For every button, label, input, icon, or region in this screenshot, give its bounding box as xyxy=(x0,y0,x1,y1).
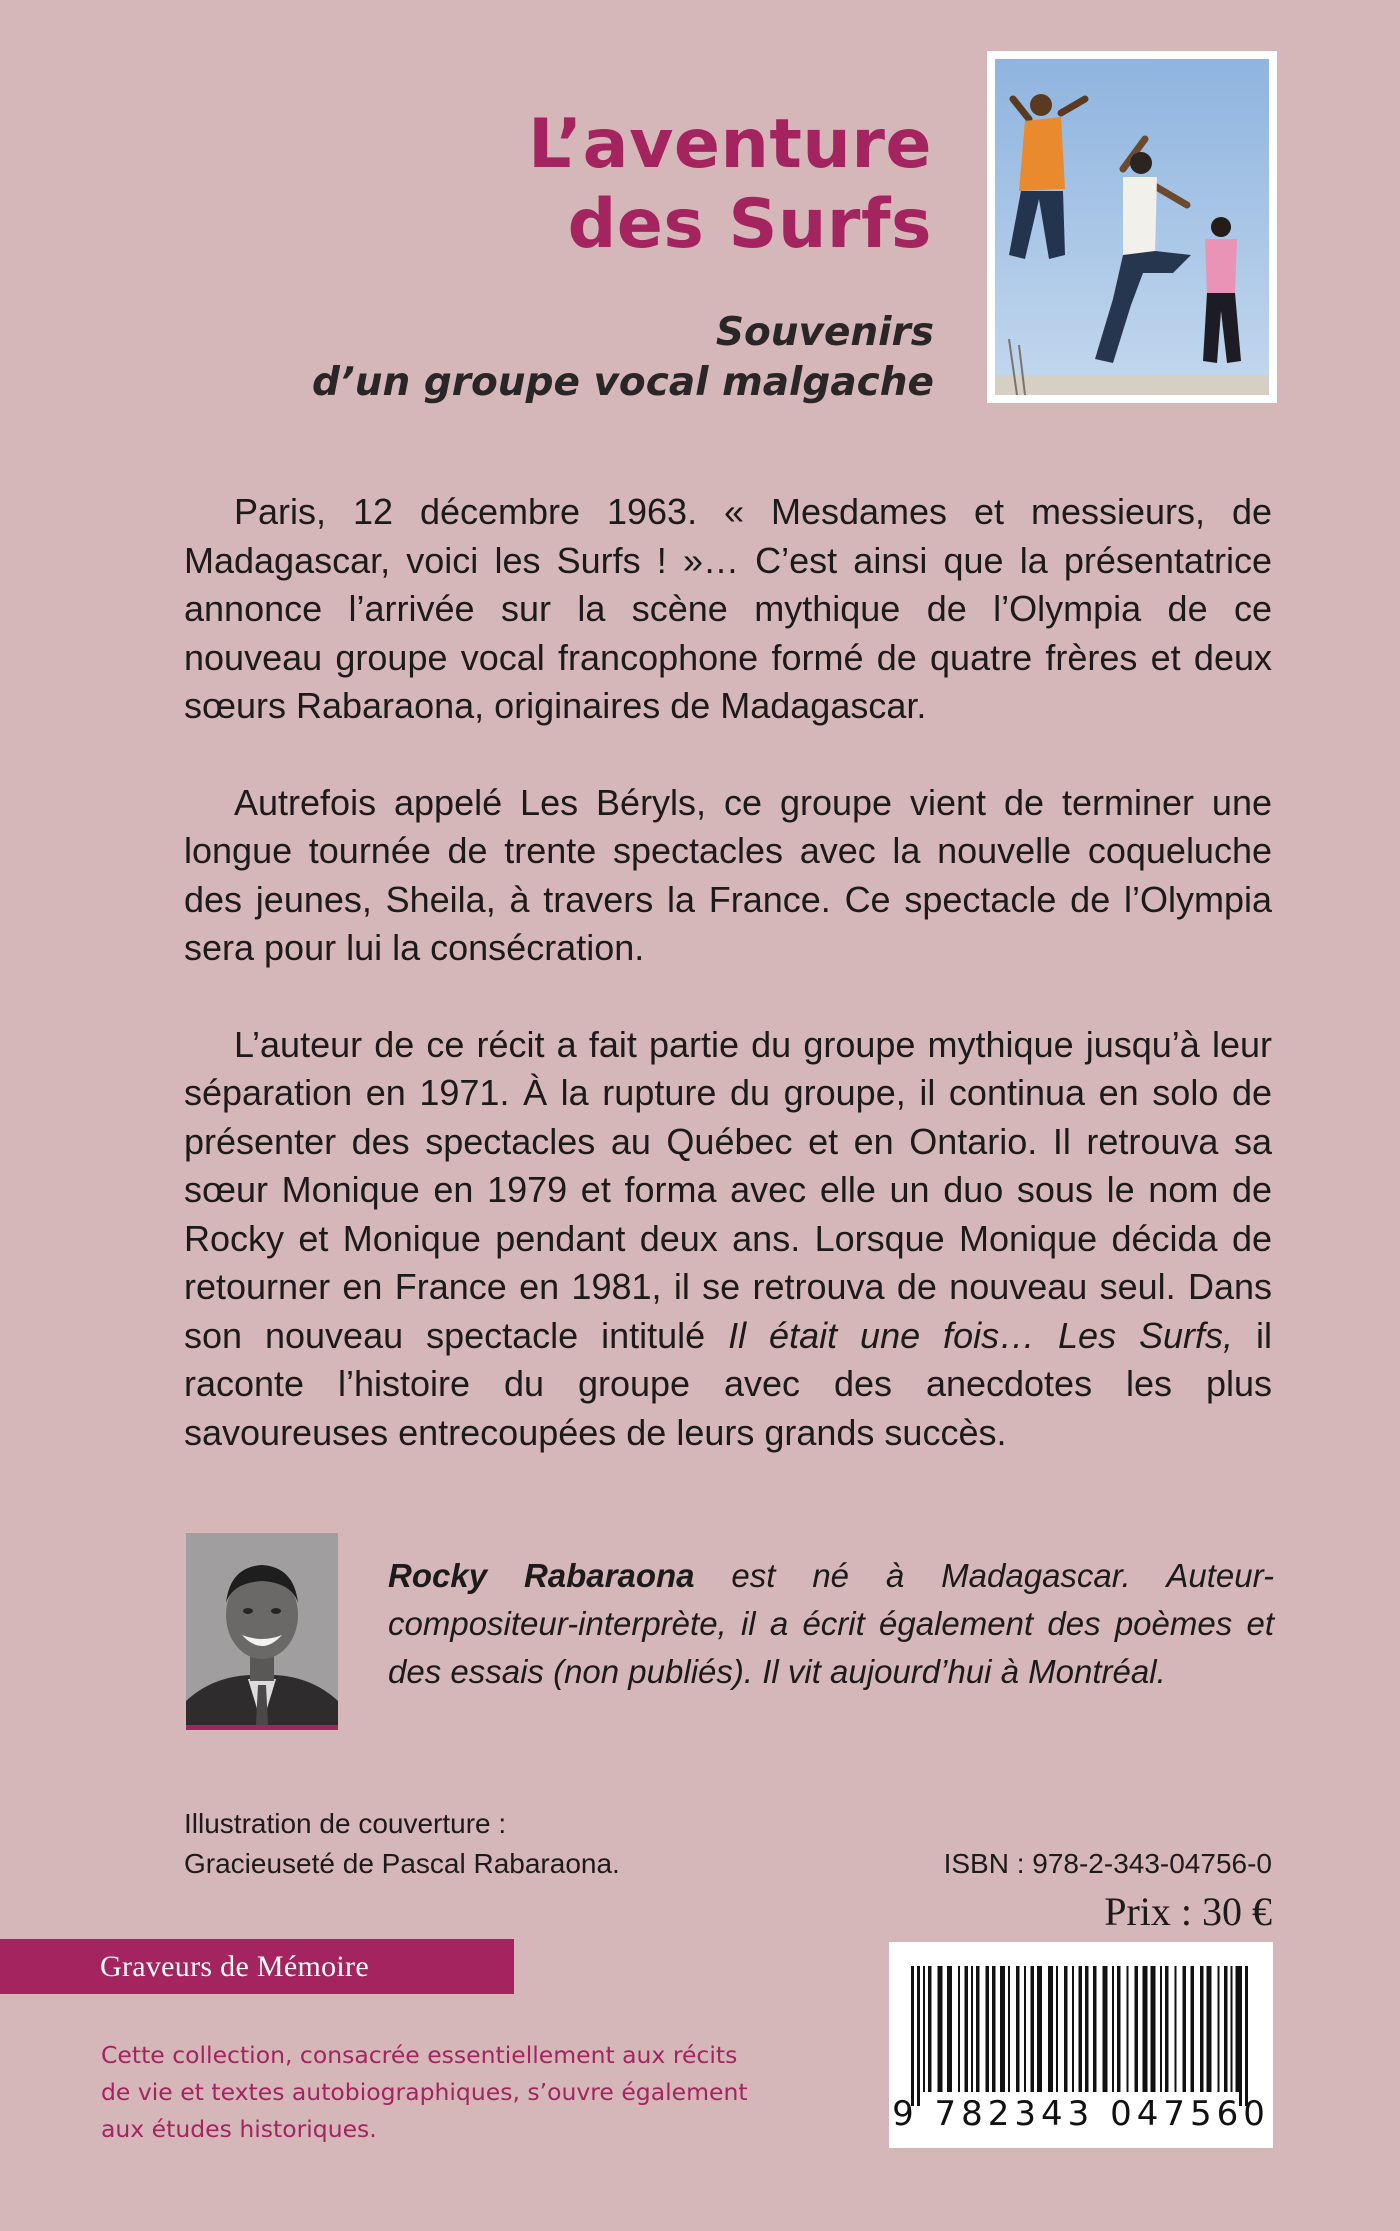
barcode-bar xyxy=(1218,1966,1220,2092)
barcode-bar xyxy=(1093,1966,1097,2092)
barcode-bar xyxy=(965,1966,969,2092)
illustration-credit xyxy=(184,1804,620,1884)
barcode-bar xyxy=(1239,1966,1242,2106)
barcode-bar xyxy=(928,1966,932,2092)
barcode-bar xyxy=(1200,1966,1204,2092)
book-subtitle-line-2: d’un groupe vocal malgache xyxy=(312,360,934,405)
barcode-bar xyxy=(1079,1966,1083,2092)
book-title xyxy=(528,105,932,265)
barcode-bar xyxy=(1165,1966,1169,2092)
barcode-bar xyxy=(917,1966,920,2106)
barcode-bar xyxy=(1016,1966,1020,2092)
back-cover-summary xyxy=(184,488,1272,1457)
barcode-bar xyxy=(1000,1966,1005,2092)
summary-paragraph-1: Paris, 12 décembre 1963. « Mesdames et messieurs, de Madagascar, voici les Surfs ! »… C’est ainsi que la présentatrice annonce l’arrivée sur la scène mythique de l’Olympia de ce nouveau groupe vocal francophone formé de quatre frères et deux sœurs Rabaraona, originaires de Madagascar. xyxy=(184,491,1272,726)
barcode-bar xyxy=(1135,1966,1139,2092)
barcode-bar xyxy=(1112,1966,1114,2092)
author-portrait xyxy=(186,1533,338,1725)
barcode-bar xyxy=(1031,1966,1035,2092)
barcode-bar xyxy=(1048,1966,1053,2092)
book-title-line-2: des Surfs xyxy=(567,185,932,264)
barcode-bar xyxy=(1103,1966,1108,2092)
book-title-line-1: L’aventure xyxy=(528,105,932,184)
barcode-bar xyxy=(986,1966,990,2092)
author-bio-text: est né à Madagascar. Auteur-compositeur-interprète, il a écrit également des poèmes et des essais (non publiés). Il vit aujourd’hui à Montréal. xyxy=(388,1557,1275,1690)
barcode-bar xyxy=(1183,1966,1187,2092)
barcode-bar xyxy=(1072,1966,1074,2092)
summary-paragraph-2: Autrefois appelé Les Béryls, ce groupe vient de terminer une longue tournée de trente spectacles avec la nouvelle coqueluche des jeunes, Sheila, à travers la France. Ce spectacle de l’Olympia sera pour lui la consécration. xyxy=(184,781,1272,968)
barcode-bar xyxy=(938,1966,943,2092)
barcode-bar xyxy=(1024,1966,1026,2092)
barcode-bar xyxy=(1236,1966,1240,2092)
barcode-bar xyxy=(1008,1966,1010,2092)
book-subtitle xyxy=(312,308,934,408)
barcode-bar xyxy=(992,1966,996,2092)
barcode-bar xyxy=(1207,1966,1212,2092)
collection-banner: Graveurs de Mémoire xyxy=(0,1939,514,1994)
book-subtitle-line-1: Souvenirs xyxy=(715,310,934,355)
barcode-bar xyxy=(1160,1966,1162,2092)
cover-photo xyxy=(987,51,1277,403)
barcode-bar xyxy=(976,1966,980,2092)
barcode-bar xyxy=(923,1966,925,2092)
barcode-bar xyxy=(1056,1966,1058,2092)
price: Prix : 30 € xyxy=(1104,1889,1272,1934)
author-bio xyxy=(388,1552,1274,1696)
barcode-bar xyxy=(1127,1966,1129,2092)
isbn: ISBN : 978-2-343-04756-0 xyxy=(943,1848,1272,1879)
barcode-bar xyxy=(971,1966,973,2092)
barcode-bar xyxy=(1143,1966,1148,2092)
barcode-digits: 9 782343 047560 xyxy=(892,2094,1270,2134)
barcode-bar xyxy=(1117,1966,1121,2092)
barcode-bar xyxy=(1085,1966,1089,2092)
barcode-bar xyxy=(1231,1966,1233,2092)
barcode-bar xyxy=(958,1966,960,2092)
barcode-bar xyxy=(1175,1966,1177,2092)
barcode-bar xyxy=(1224,1966,1228,2092)
barcode-bar xyxy=(1245,1966,1248,2106)
barcode-bar xyxy=(1037,1966,1042,2092)
barcode xyxy=(889,1942,1273,2148)
summary-paragraph-3-start: L’auteur de ce récit a fait partie du groupe mythique jusqu’à leur séparation en 1971. À la rupture du groupe, il continua en solo de présenter des spectacles au Québec et en Ontario. Il retrouva sa sœur Monique en 1979 et forma avec elle un duo sous le nom de Rocky et Monique pendant deux ans. Lorsque Monique décida de retourner en France en 1981, il se retrouva de nouveau seul. Dans son nouveau spectacle intitulé xyxy=(184,1023,1272,1356)
barcode-bar xyxy=(1151,1966,1156,2092)
summary-paragraph-3 xyxy=(184,1021,1272,1458)
author-photo xyxy=(186,1533,338,1730)
barcode-bar xyxy=(1191,1966,1195,2092)
show-title: Il était une fois… Les Surfs, xyxy=(728,1314,1234,1356)
jumping-singers-photo xyxy=(995,59,1269,395)
author-name: Rocky Rabaraona xyxy=(388,1557,695,1594)
summary-paragraph-3-end: il raconte l’histoire du groupe avec des anecdotes les plus savoureuses entrecoupées de leurs grands succès. xyxy=(184,1314,1272,1453)
illustration-credit-label: Illustration de couverture : xyxy=(184,1808,507,1839)
illustration-credit-name: Gracieuseté de Pascal Rabaraona. xyxy=(184,1848,620,1879)
barcode-bar xyxy=(1064,1966,1068,2092)
barcode-bar xyxy=(911,1966,914,2106)
barcode-bar xyxy=(947,1966,952,2092)
collection-description: Cette collection, consacrée essentiellement aux récits de vie et textes autobiographiques, s’ouvre également aux études historiques. xyxy=(101,2041,748,2143)
